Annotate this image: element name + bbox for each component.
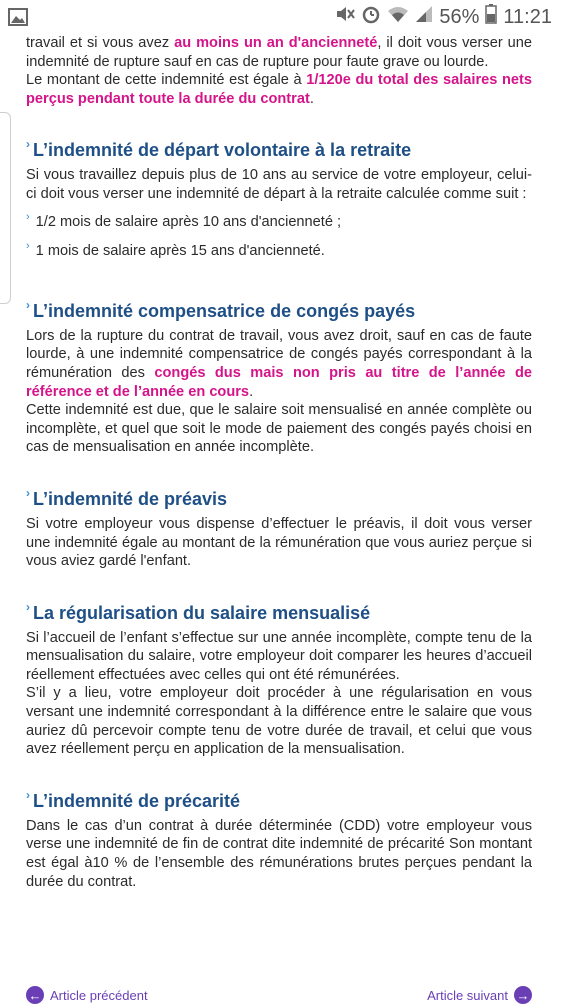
chevron-icon: › xyxy=(26,599,30,614)
intro-paragraph-2 xyxy=(26,71,532,108)
section-heading-precarite xyxy=(26,787,532,812)
body-text: . xyxy=(249,383,254,400)
next-article-link[interactable] xyxy=(427,986,532,1004)
chevron-icon: › xyxy=(26,485,30,500)
clock-time: 11:21 xyxy=(503,5,552,28)
highlight-text: congés dus mais non pris au titre de l’année de référence et de l’année en cours xyxy=(26,364,532,400)
previous-article-link[interactable] xyxy=(26,986,148,1004)
section-body xyxy=(26,327,532,401)
section-heading-preavis xyxy=(26,485,532,510)
list-item-text: 1 mois de salaire après 15 ans d'ancienneté. xyxy=(35,243,325,260)
section-heading-conges xyxy=(26,297,532,322)
section-title: La régularisation du salaire mensualisé xyxy=(33,602,371,623)
gallery-icon xyxy=(8,8,28,31)
section-body: S’il y a lieu, votre employeur doit procéder à une régularisation en vous versant une indemnité correspondant à la différence entre le salaire que vous auriez dû percevoir compte tenu de votre durée de travail, et celui que vous avez réellement perçu en application de la mensualisation. xyxy=(26,685,532,758)
section-body: Dans le cas d’un contrat à durée déterminée (CDD) votre employeur vous verse une indemnité de fin de contrat dite indemnité de précarité Son montant est égal à10 % de l’ensemble des rémunérations brutes perçues pendant la durée du contrat. xyxy=(26,817,532,890)
chevron-icon: › xyxy=(26,210,30,223)
alarm-icon xyxy=(361,4,381,30)
section-heading-retraite xyxy=(26,139,532,161)
signal-icon xyxy=(415,5,433,29)
highlight-text: 1/120e du total des salaires nets perçus pendant toute la durée du contrat xyxy=(26,72,532,107)
mute-icon xyxy=(335,5,355,29)
arrow-right-icon: → xyxy=(514,986,532,1004)
list-item xyxy=(26,242,532,261)
section-title: L’indemnité de départ volontaire à la retraite xyxy=(33,140,412,161)
section-body: Cette indemnité est due, que le salaire soit mensualisé en année complète ou incomplète, et quel que soit le mode de paiement des congés payés choisi en cas de mensualisation en année incomplète. xyxy=(26,402,532,456)
intro-paragraph-1 xyxy=(26,34,532,71)
section-body: Si votre employeur vous dispense d’effectuer le préavis, il doit vous verser une indemnité égale au montant de la rémunération que vous auriez perçue si vous aviez gardé l'enfant. xyxy=(26,515,532,570)
edge-panel-handle[interactable] xyxy=(0,112,11,304)
intro-text: , il doit vous verser une indemnité de rupture sauf en cas de rupture pour faute grave ou lourde. xyxy=(26,35,532,70)
wifi-icon xyxy=(387,5,409,29)
article-content xyxy=(26,34,532,891)
intro-text: . xyxy=(309,90,314,107)
chevron-icon: › xyxy=(26,240,30,253)
intro-text: Le montant de cette indemnité est égale à xyxy=(26,72,307,89)
battery-percent: 56% xyxy=(439,5,480,28)
section-body: Si vous travaillez depuis plus de 10 ans au service de votre employeur, celui-ci doit vous verser une indemnité de départ à la retraite calculée comme suit : xyxy=(26,167,532,202)
next-article-label: Article suivant xyxy=(427,987,508,1003)
chevron-icon: › xyxy=(26,137,30,152)
list-item xyxy=(26,210,532,232)
chevron-icon: › xyxy=(26,787,30,802)
section-title: L’indemnité compensatrice de congés payés xyxy=(33,300,416,321)
previous-article-label: Article précédent xyxy=(50,987,148,1003)
section-heading-regularisation xyxy=(26,599,532,624)
battery-icon xyxy=(485,4,497,30)
chevron-icon: › xyxy=(26,297,30,312)
list-item-text: 1/2 mois de salaire après 10 ans d'ancienneté ; xyxy=(35,213,342,230)
section-body: Si l’accueil de l’enfant s’effectue sur une année incomplète, compte tenu de la mensualisation du salaire, votre employeur doit comparer les heures d’accueil réellement effectuées avec celles qui ont été rémunérées. xyxy=(26,629,532,683)
section-title: L’indemnité de préavis xyxy=(33,488,228,509)
intro-text: travail et si vous avez xyxy=(26,35,175,51)
section-title: L’indemnité de précarité xyxy=(33,790,241,811)
body-text: Lors de la rupture du contrat de travail, vous avez droit, sauf en cas de faute lourde, à une indemnité compensatrice de congés payés correspondant à la rémunération des xyxy=(26,327,532,381)
status-bar xyxy=(0,0,562,34)
highlight-text: au moins un an d'ancienneté xyxy=(174,35,378,51)
arrow-left-icon: ← xyxy=(26,986,44,1004)
article-navigation xyxy=(0,986,562,1003)
